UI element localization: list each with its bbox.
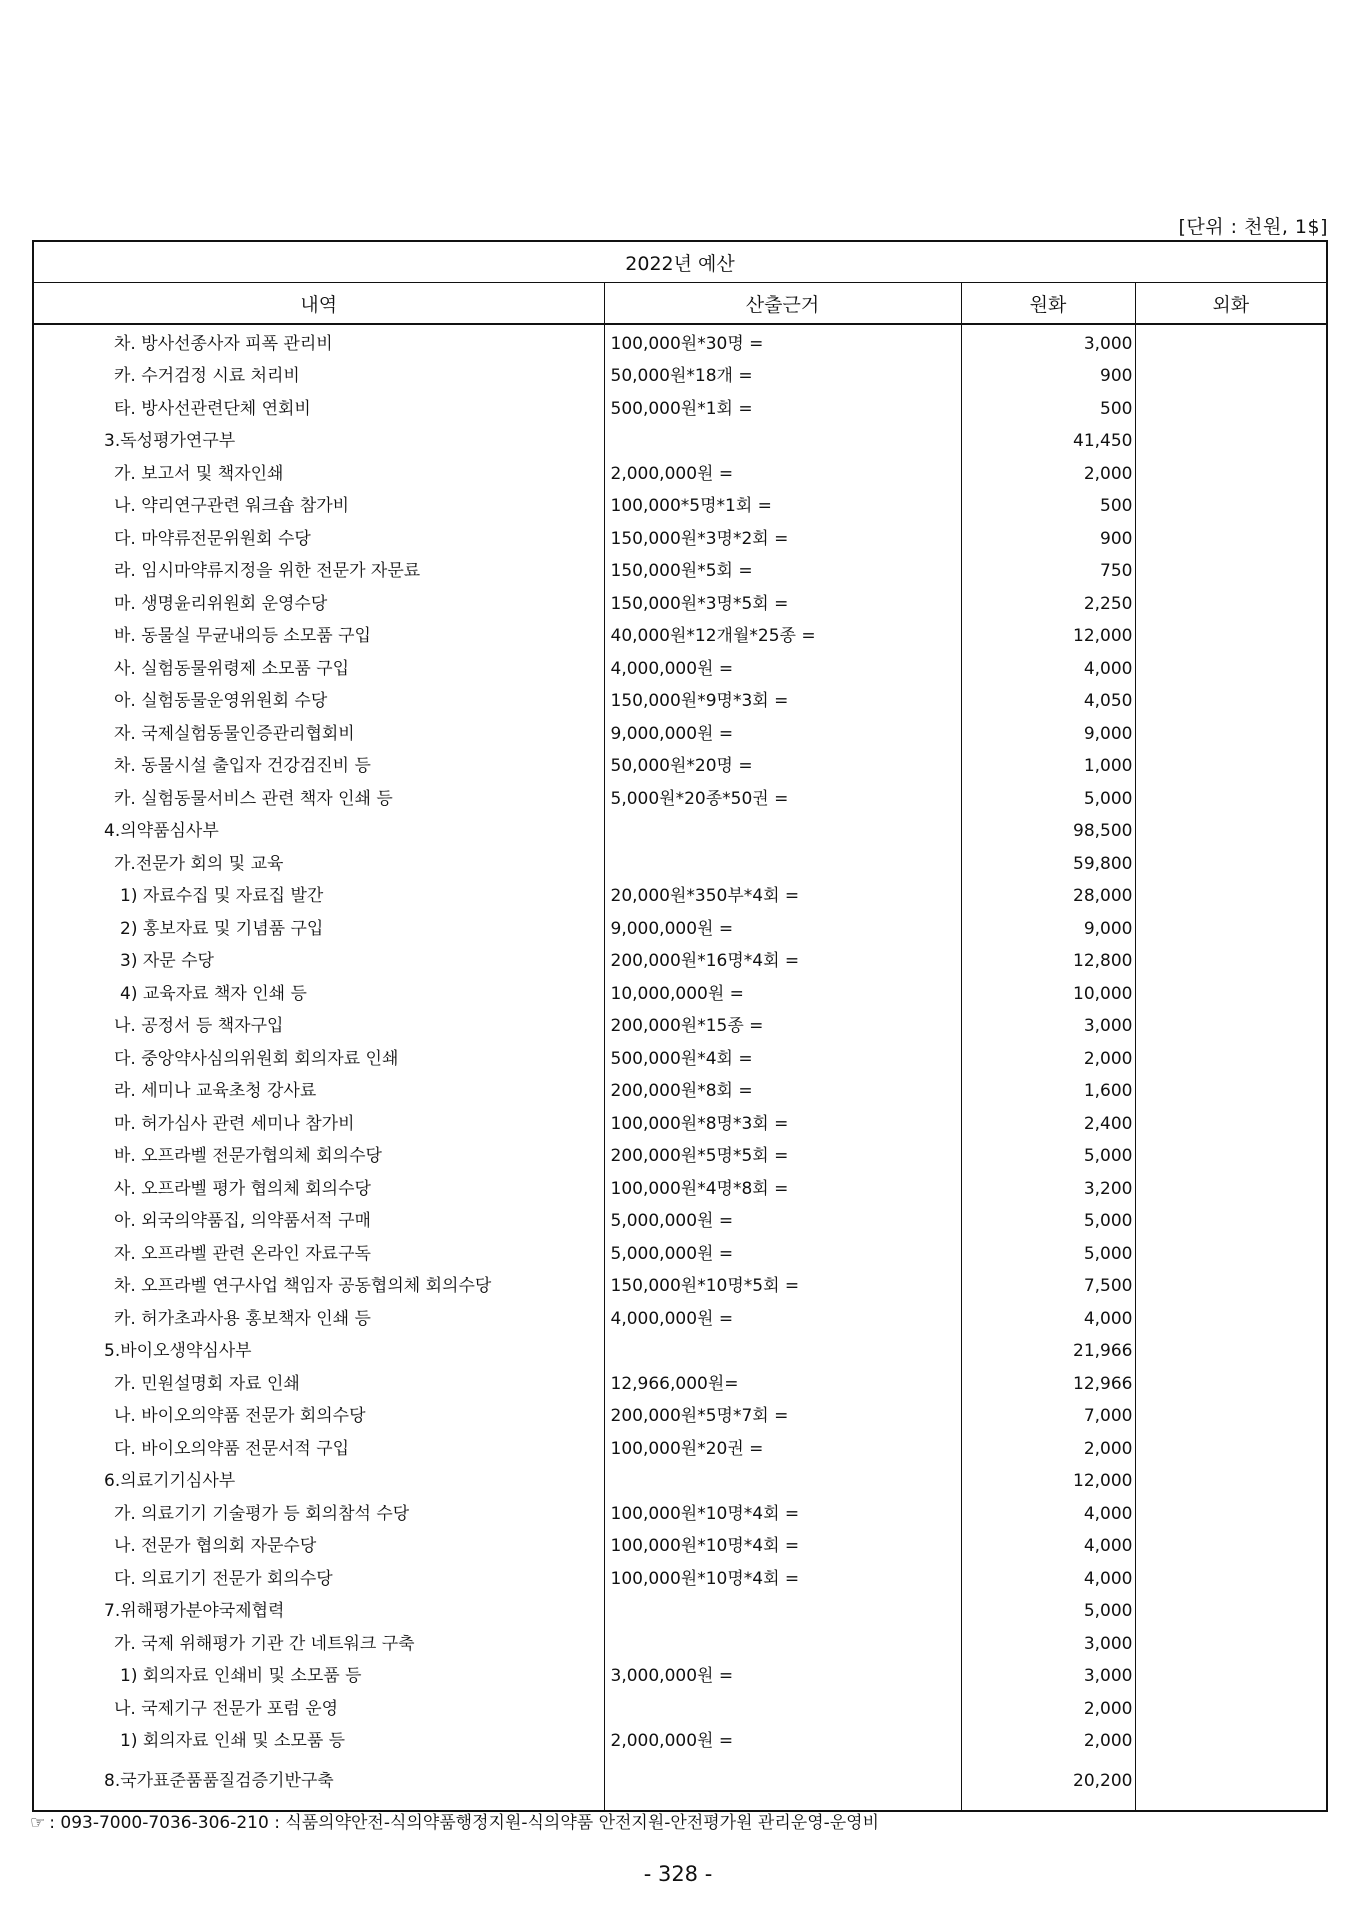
row-krw: 9,000: [961, 913, 1135, 946]
row-krw: 3,000: [961, 1661, 1135, 1694]
row-foreign: [1135, 1466, 1327, 1499]
table-row: [33, 1336, 1327, 1369]
row-basis: 200,000원*16명*4회 =: [604, 946, 961, 979]
row-foreign: [1135, 1141, 1327, 1174]
row-foreign: [1135, 1628, 1327, 1661]
row-item: 라. 세미나 교육초청 강사료: [33, 1076, 604, 1109]
table-row: [33, 1206, 1327, 1239]
row-foreign: [1135, 881, 1327, 914]
row-foreign: [1135, 1498, 1327, 1531]
table-row: [33, 913, 1327, 946]
row-basis: 4,000,000원 =: [604, 653, 961, 686]
row-krw: 3,000: [961, 1628, 1135, 1661]
row-krw: 20,200: [961, 1758, 1135, 1811]
row-item: 4) 교육자료 책자 인쇄 등: [33, 978, 604, 1011]
table-row: [33, 1401, 1327, 1434]
row-basis: 500,000원*4회 =: [604, 1043, 961, 1076]
row-foreign: [1135, 686, 1327, 719]
row-item: 나. 국제기구 전문가 포럼 운영: [33, 1693, 604, 1726]
row-basis: 150,000원*3명*2회 =: [604, 523, 961, 556]
row-item: 카. 실험동물서비스 관련 책자 인쇄 등: [33, 783, 604, 816]
row-item: 자. 국제실험동물인증관리협회비: [33, 718, 604, 751]
table-row: [33, 783, 1327, 816]
row-krw: 5,000: [961, 1596, 1135, 1629]
table-row: [33, 361, 1327, 394]
table-row: [33, 1011, 1327, 1044]
row-foreign: [1135, 393, 1327, 426]
row-basis: 500,000원*1회 =: [604, 393, 961, 426]
row-basis: 100,000원*10명*4회 =: [604, 1563, 961, 1596]
row-item: 차. 오프라벨 연구사업 책임자 공동협의체 회의수당: [33, 1271, 604, 1304]
row-item: 가. 보고서 및 책자인쇄: [33, 458, 604, 491]
row-foreign: [1135, 1433, 1327, 1466]
row-item: 1) 자료수집 및 자료집 발간: [33, 881, 604, 914]
row-basis: 5,000원*20종*50권 =: [604, 783, 961, 816]
table-row: [33, 1661, 1327, 1694]
row-krw: 900: [961, 523, 1135, 556]
table-row: [33, 621, 1327, 654]
row-basis: 100,000*5명*1회 =: [604, 491, 961, 524]
table-row: [33, 1173, 1327, 1206]
row-foreign: [1135, 946, 1327, 979]
row-krw: 900: [961, 361, 1135, 394]
row-foreign: [1135, 718, 1327, 751]
table-row: [33, 848, 1327, 881]
row-basis: 10,000,000원 =: [604, 978, 961, 1011]
row-foreign: [1135, 621, 1327, 654]
row-item: 자. 오프라벨 관련 온라인 자료구독: [33, 1238, 604, 1271]
row-foreign: [1135, 1401, 1327, 1434]
row-krw: 4,000: [961, 1563, 1135, 1596]
row-foreign: [1135, 1531, 1327, 1564]
row-foreign: [1135, 556, 1327, 589]
table-row: [33, 1368, 1327, 1401]
row-foreign: [1135, 1173, 1327, 1206]
table-row: [33, 946, 1327, 979]
row-krw: 4,050: [961, 686, 1135, 719]
row-basis: 100,000원*10명*4회 =: [604, 1498, 961, 1531]
table-row: [33, 1628, 1327, 1661]
table-row: [33, 816, 1327, 849]
row-basis: [604, 1466, 961, 1499]
row-krw: 9,000: [961, 718, 1135, 751]
row-krw: 2,250: [961, 588, 1135, 621]
row-krw: 12,966: [961, 1368, 1135, 1401]
row-item: 바. 오프라벨 전문가협의체 회의수당: [33, 1141, 604, 1174]
row-item: 차. 방사선종사자 피폭 관리비: [33, 324, 604, 361]
row-item: 7.위해평가분야국제협력: [33, 1596, 604, 1629]
row-item: 마. 허가심사 관련 세미나 참가비: [33, 1108, 604, 1141]
row-basis: 150,000원*5회 =: [604, 556, 961, 589]
row-item: 다. 중앙약사심의위원회 회의자료 인쇄: [33, 1043, 604, 1076]
table-row: [33, 491, 1327, 524]
row-item: 타. 방사선관련단체 연회비: [33, 393, 604, 426]
row-krw: 1,600: [961, 1076, 1135, 1109]
row-foreign: [1135, 361, 1327, 394]
row-krw: 2,000: [961, 1726, 1135, 1759]
row-basis: 100,000원*10명*4회 =: [604, 1531, 961, 1564]
row-krw: 59,800: [961, 848, 1135, 881]
row-item: 가. 의료기기 기술평가 등 회의참석 수당: [33, 1498, 604, 1531]
footer-text: : 093-7000-7036-306-210 : 식품의약안전-식의약품행정지원-식의약품 안전지원-안전평가원 관리운영-운영비: [49, 1813, 880, 1833]
row-item: 8.국가표준품품질검증기반구축: [33, 1758, 604, 1811]
table-row: [33, 393, 1327, 426]
row-foreign: [1135, 1271, 1327, 1304]
row-krw: 21,966: [961, 1336, 1135, 1369]
row-krw: 1,000: [961, 751, 1135, 784]
row-foreign: [1135, 1726, 1327, 1759]
row-item: 6.의료기기심사부: [33, 1466, 604, 1499]
row-item: 1) 회의자료 인쇄 및 소모품 등: [33, 1726, 604, 1759]
table-row: [33, 324, 1327, 361]
row-item: 2) 홍보자료 및 기념품 구입: [33, 913, 604, 946]
row-krw: 4,000: [961, 1498, 1135, 1531]
row-foreign: [1135, 1011, 1327, 1044]
row-foreign: [1135, 523, 1327, 556]
footer-note: [30, 1808, 879, 1833]
row-item: 4.의약품심사부: [33, 816, 604, 849]
row-item: 아. 실험동물운영위원회 수당: [33, 686, 604, 719]
row-basis: 200,000원*8회 =: [604, 1076, 961, 1109]
row-foreign: [1135, 1563, 1327, 1596]
table-row: [33, 556, 1327, 589]
row-basis: [604, 1628, 961, 1661]
row-foreign: [1135, 324, 1327, 361]
row-basis: [604, 1693, 961, 1726]
row-krw: 3,200: [961, 1173, 1135, 1206]
header-krw: 원화: [961, 283, 1135, 325]
row-krw: 12,800: [961, 946, 1135, 979]
row-krw: 2,000: [961, 1693, 1135, 1726]
row-item: 1) 회의자료 인쇄비 및 소모품 등: [33, 1661, 604, 1694]
row-basis: 50,000원*20명 =: [604, 751, 961, 784]
row-krw: 2,000: [961, 1043, 1135, 1076]
row-basis: 5,000,000원 =: [604, 1206, 961, 1239]
row-item: 나. 공정서 등 책자구입: [33, 1011, 604, 1044]
table-row: [33, 1433, 1327, 1466]
row-basis: 2,000,000원 =: [604, 1726, 961, 1759]
row-basis: 12,966,000원=: [604, 1368, 961, 1401]
row-foreign: [1135, 491, 1327, 524]
table-row: [33, 686, 1327, 719]
row-foreign: [1135, 653, 1327, 686]
table-row: [33, 1108, 1327, 1141]
row-item: 사. 오프라벨 평가 협의체 회의수당: [33, 1173, 604, 1206]
row-foreign: [1135, 1238, 1327, 1271]
row-foreign: [1135, 783, 1327, 816]
row-krw: 4,000: [961, 1531, 1135, 1564]
header-foreign: 외화: [1135, 283, 1327, 325]
page-number: - 328 -: [643, 1862, 713, 1886]
row-foreign: [1135, 1206, 1327, 1239]
table-row: [33, 458, 1327, 491]
row-item: 마. 생명윤리위원회 운영수당: [33, 588, 604, 621]
row-foreign: [1135, 1303, 1327, 1336]
pointing-hand-icon: ☞: [30, 1813, 46, 1833]
table-row: [33, 1043, 1327, 1076]
row-foreign: [1135, 588, 1327, 621]
row-basis: 200,000원*5명*5회 =: [604, 1141, 961, 1174]
row-item: 카. 허가초과사용 홍보책자 인쇄 등: [33, 1303, 604, 1336]
table-row: [33, 751, 1327, 784]
table-header-row: [33, 283, 1327, 325]
row-krw: 4,000: [961, 1303, 1135, 1336]
row-krw: 7,000: [961, 1401, 1135, 1434]
row-item: 가. 민원설명회 자료 인쇄: [33, 1368, 604, 1401]
row-item: 다. 바이오의약품 전문서적 구입: [33, 1433, 604, 1466]
row-basis: 9,000,000원 =: [604, 913, 961, 946]
budget-table: [32, 240, 1328, 1812]
row-item: 바. 동물실 무균내의등 소모품 구입: [33, 621, 604, 654]
table-row: [33, 1726, 1327, 1759]
row-basis: 50,000원*18개 =: [604, 361, 961, 394]
row-foreign: [1135, 1661, 1327, 1694]
row-item: 3) 자문 수당: [33, 946, 604, 979]
row-item: 차. 동물시설 출입자 건강검진비 등: [33, 751, 604, 784]
row-basis: [604, 426, 961, 459]
row-krw: 2,000: [961, 1433, 1135, 1466]
table-row: [33, 653, 1327, 686]
row-krw: 98,500: [961, 816, 1135, 849]
table-row: [33, 718, 1327, 751]
row-foreign: [1135, 1108, 1327, 1141]
table-row: [33, 1271, 1327, 1304]
row-item: 다. 의료기기 전문가 회의수당: [33, 1563, 604, 1596]
row-krw: 41,450: [961, 426, 1135, 459]
row-item: 가.전문가 회의 및 교육: [33, 848, 604, 881]
row-foreign: [1135, 978, 1327, 1011]
row-basis: [604, 816, 961, 849]
row-foreign: [1135, 426, 1327, 459]
row-basis: 200,000원*5명*7회 =: [604, 1401, 961, 1434]
row-item: 나. 약리연구관련 워크숍 참가비: [33, 491, 604, 524]
unit-label: [단위 : 천원, 1$]: [1178, 216, 1328, 238]
row-item: 아. 외국의약품집, 의약품서적 구매: [33, 1206, 604, 1239]
table-row: [33, 1498, 1327, 1531]
row-basis: 2,000,000원 =: [604, 458, 961, 491]
row-foreign: [1135, 1368, 1327, 1401]
row-krw: 2,400: [961, 1108, 1135, 1141]
table-title-row: [33, 241, 1327, 283]
row-krw: 28,000: [961, 881, 1135, 914]
row-krw: 750: [961, 556, 1135, 589]
row-item: 5.바이오생약심사부: [33, 1336, 604, 1369]
table-row: [33, 523, 1327, 556]
header-basis: 산출근거: [604, 283, 961, 325]
row-item: 라. 임시마약류지정을 위한 전문가 자문료: [33, 556, 604, 589]
table-row: [33, 1141, 1327, 1174]
table-row: [33, 1303, 1327, 1336]
row-foreign: [1135, 1076, 1327, 1109]
table-row: [33, 1531, 1327, 1564]
row-item: 가. 국제 위해평가 기관 간 네트워크 구축: [33, 1628, 604, 1661]
row-basis: 150,000원*9명*3회 =: [604, 686, 961, 719]
table-row: [33, 1758, 1327, 1811]
table-row: [33, 881, 1327, 914]
row-basis: 100,000원*8명*3회 =: [604, 1108, 961, 1141]
row-basis: 100,000원*20권 =: [604, 1433, 961, 1466]
table-row: [33, 1563, 1327, 1596]
row-item: 3.독성평가연구부: [33, 426, 604, 459]
row-krw: 500: [961, 393, 1135, 426]
row-krw: 4,000: [961, 653, 1135, 686]
row-foreign: [1135, 458, 1327, 491]
row-basis: 40,000원*12개월*25종 =: [604, 621, 961, 654]
table-row: [33, 1238, 1327, 1271]
row-krw: 5,000: [961, 1141, 1135, 1174]
table-row: [33, 426, 1327, 459]
header-item: 내역: [33, 283, 604, 325]
table-body: [33, 324, 1327, 1811]
row-item: 나. 바이오의약품 전문가 회의수당: [33, 1401, 604, 1434]
row-basis: 20,000원*350부*4회 =: [604, 881, 961, 914]
row-krw: 7,500: [961, 1271, 1135, 1304]
row-foreign: [1135, 913, 1327, 946]
row-item: 다. 마약류전문위원회 수당: [33, 523, 604, 556]
table-title: 2022년 예산: [33, 241, 1327, 283]
row-krw: 3,000: [961, 324, 1135, 361]
row-basis: 100,000원*4명*8회 =: [604, 1173, 961, 1206]
row-foreign: [1135, 1693, 1327, 1726]
row-krw: 12,000: [961, 1466, 1135, 1499]
table-row: [33, 1596, 1327, 1629]
row-krw: 12,000: [961, 621, 1135, 654]
row-basis: [604, 1758, 961, 1811]
row-item: 나. 전문가 협의회 자문수당: [33, 1531, 604, 1564]
row-item: 사. 실험동물위령제 소모품 구입: [33, 653, 604, 686]
row-basis: 3,000,000원 =: [604, 1661, 961, 1694]
row-foreign: [1135, 751, 1327, 784]
table-row: [33, 1693, 1327, 1726]
row-krw: 3,000: [961, 1011, 1135, 1044]
row-item: 카. 수거검정 시료 처리비: [33, 361, 604, 394]
row-krw: 500: [961, 491, 1135, 524]
row-basis: 100,000원*30명 =: [604, 324, 961, 361]
row-basis: 200,000원*15종 =: [604, 1011, 961, 1044]
row-krw: 5,000: [961, 1238, 1135, 1271]
row-basis: [604, 1596, 961, 1629]
row-foreign: [1135, 1758, 1327, 1811]
row-krw: 2,000: [961, 458, 1135, 491]
row-krw: 10,000: [961, 978, 1135, 1011]
row-foreign: [1135, 848, 1327, 881]
row-basis: 150,000원*3명*5회 =: [604, 588, 961, 621]
row-basis: [604, 1336, 961, 1369]
table-row: [33, 1076, 1327, 1109]
table-row: [33, 588, 1327, 621]
table-row: [33, 978, 1327, 1011]
row-krw: 5,000: [961, 783, 1135, 816]
row-foreign: [1135, 1596, 1327, 1629]
table-row: [33, 1466, 1327, 1499]
row-foreign: [1135, 1043, 1327, 1076]
row-krw: 5,000: [961, 1206, 1135, 1239]
row-basis: 9,000,000원 =: [604, 718, 961, 751]
row-basis: 4,000,000원 =: [604, 1303, 961, 1336]
row-foreign: [1135, 1336, 1327, 1369]
row-basis: 150,000원*10명*5회 =: [604, 1271, 961, 1304]
row-basis: [604, 848, 961, 881]
row-foreign: [1135, 816, 1327, 849]
row-basis: 5,000,000원 =: [604, 1238, 961, 1271]
